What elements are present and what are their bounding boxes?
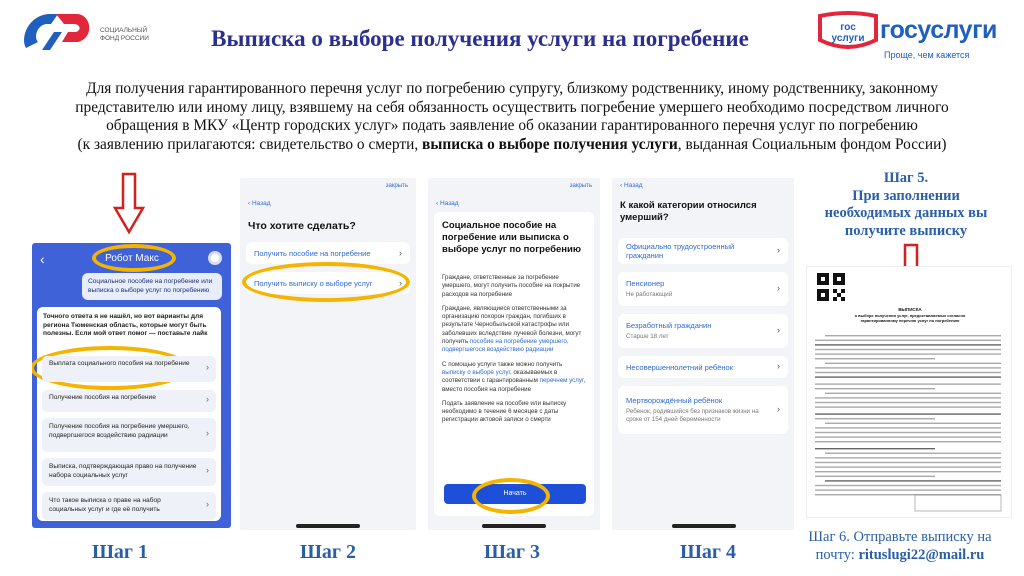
gosuslugi-logo: [816, 10, 1016, 66]
gosuslugi-wordmark: госуслуги: [880, 16, 997, 44]
category-option[interactable]: [618, 238, 788, 264]
chevron-right-icon: ›: [777, 404, 780, 414]
screen-heading: К какой категории относился умерший?: [620, 200, 757, 223]
document-text-line: [815, 466, 1001, 467]
document-text-line: [825, 363, 1001, 364]
document-text-line: [825, 453, 1001, 454]
document-text-line: [815, 441, 1001, 442]
category-description: Ребенок, родившийся без признаков жизни на сроке от 154 дней беременности: [626, 408, 759, 423]
extract-link[interactable]: выписку о выборе услуг: [442, 368, 511, 376]
close-link[interactable]: закрыть: [569, 183, 592, 189]
category-label: Несовершеннолетний ребёнок: [626, 362, 733, 372]
chat-option[interactable]: Получение пособия на погребение ›: [42, 390, 216, 412]
extract-document-preview: [806, 266, 1012, 518]
radiation-allowance-link[interactable]: пособие на погребение умершего, подвергшегося воздействию радиации: [442, 338, 569, 354]
svg-text:гос: гос: [840, 22, 856, 33]
document-text-line: [815, 349, 1001, 350]
document-text-line: [815, 418, 935, 419]
document-text-line: [815, 353, 1001, 354]
document-text-line: [815, 485, 1001, 486]
intro-paragraph: [12, 80, 1012, 154]
document-text-line: [815, 432, 1001, 433]
option-get-extract[interactable]: Получить выписку о выборе услуг ›: [246, 272, 410, 294]
document-text-line: [815, 413, 1001, 414]
document-text-line: [815, 383, 1001, 384]
sfr-logo: [18, 8, 96, 56]
chevron-right-icon: ›: [206, 465, 209, 475]
back-link[interactable]: ‹ Назад: [248, 200, 271, 207]
chevron-right-icon: ›: [206, 362, 209, 372]
phone-screen-step1: [32, 243, 231, 528]
back-link[interactable]: ‹ Назад: [436, 200, 459, 207]
info-paragraph: Подать заявление на пособие или выписку необходимо в течение 6 месяцев с даты регистрации актовой записи о смерти: [442, 399, 567, 424]
phone-screen-step3: [428, 178, 600, 530]
down-arrow-icon: [112, 172, 146, 236]
document-text-line: [815, 340, 1001, 341]
back-link[interactable]: ‹ Назад: [620, 182, 643, 189]
chevron-right-icon: ›: [777, 245, 780, 255]
chat-option[interactable]: Выплата социального пособия на погребение ›: [42, 356, 216, 382]
document-text-line: [815, 372, 1001, 373]
back-icon[interactable]: ‹: [40, 251, 45, 267]
chevron-right-icon: ›: [206, 394, 209, 404]
bot-answer-text: Точного ответа я не нашёл, но вот варианты для региона Тюменская область, которые могут быть полезны. Если мой ответ помог — поставьте лайк: [43, 313, 208, 337]
intro-highlight: выписка о выборе получения услуги: [422, 135, 678, 153]
intro-line: (к заявлению прилагаются: свидетельство о смерти, выписка о выборе получения услуги, выданная Социальным фондом России): [77, 135, 947, 153]
document-text-line: [815, 476, 935, 477]
document-text-line: [815, 457, 1001, 458]
document-text-line: [825, 393, 1001, 394]
document-title: ВЫПИСКА: [898, 307, 922, 312]
step-label-3: Шаг 3: [483, 541, 541, 563]
chevron-right-icon: ›: [399, 248, 402, 258]
chat-option[interactable]: Выписка, подтверждающая право на получение набора социальных услуг ›: [42, 458, 216, 486]
digital-signature-stamp: [915, 495, 1001, 511]
document-text-line: [825, 480, 1001, 481]
intro-line: обращения в МКУ «Центр городских услуг» подать заявление об оказании гарантированного перечня услуг по погребению: [106, 117, 918, 134]
user-message-bubble: Социальное пособие на погребение или выписка о выборе услуг по погребению: [82, 273, 222, 300]
category-option[interactable]: [618, 356, 788, 378]
document-text-line: [815, 367, 1001, 368]
home-indicator: [296, 524, 360, 528]
chevron-right-icon: ›: [206, 499, 209, 509]
home-indicator: [482, 524, 546, 528]
info-paragraph: С помощью услуги также можно получить выписку о выборе услуг, оказываемых в соответствии с гарантированным перечнем услуг, вместо пособия на погребение: [442, 360, 586, 393]
intro-line: Для получения гарантированного перечня услуг по погребению супругу, близкому родственнику, иному родственнику, законному: [86, 80, 938, 97]
chat-title: Робот Макс: [105, 253, 159, 264]
home-indicator: [672, 524, 736, 528]
services-list-link[interactable]: перечнем услуг: [539, 377, 584, 385]
chat-option[interactable]: Получение пособия на погребение умершего, подвергшегося воздействию радиации ›: [42, 418, 216, 452]
highlight-circle: [472, 478, 550, 514]
chevron-right-icon: ›: [777, 283, 780, 293]
category-label: Мертворождённый ребёнок: [626, 396, 723, 405]
phone-screen-step2: [240, 178, 416, 530]
step-label-4: Шаг 4: [679, 541, 737, 563]
document-text-line: [815, 344, 1001, 345]
document-text-line: [815, 388, 935, 389]
document-text-line: [815, 427, 1001, 428]
chevron-right-icon: ›: [399, 278, 402, 288]
option-get-allowance[interactable]: Получить пособие на погребение ›: [246, 242, 410, 264]
category-label: Пенсионер: [626, 279, 665, 288]
info-paragraph: Граждане, ответственные за погребение умершего, могут получить пособие на покрытие расходов на погребение: [442, 274, 581, 298]
document-text-line: [815, 406, 1001, 407]
category-label: Безработный гражданин: [626, 321, 712, 330]
document-text-line: [815, 402, 1001, 403]
step6-caption: Шаг 6. Отправьте выписку на почту: rituslugi22@mail.ru: [808, 529, 992, 563]
chevron-right-icon: ›: [777, 361, 780, 371]
document-text-line: [815, 462, 1001, 463]
sfr-logo-text: СОЦИАЛЬНЫЙ ФОНД РОССИИ: [100, 27, 149, 42]
chat-option[interactable]: Что такое выписка о праве на набор социальных услуг и где её получить ›: [42, 492, 216, 520]
phone-screen-step4: [612, 178, 794, 530]
document-text-line: [815, 376, 1001, 377]
document-text-line: [815, 448, 935, 449]
info-card: [434, 212, 594, 516]
step-label-1: Шаг 1: [91, 541, 149, 563]
screen-heading: Что хотите сделать?: [248, 220, 356, 232]
document-subtitle: о выборе получения услуг, предоставляемых согласно гарантированному перечню услуг по погребению: [854, 313, 966, 323]
robot-avatar-icon[interactable]: [208, 251, 222, 265]
highlight-circle: [92, 244, 176, 272]
document-text-line: [815, 436, 1001, 437]
category-option[interactable]: [618, 314, 788, 348]
category-label: Официально трудоустроенный гражданин: [626, 242, 735, 260]
bot-answer-card: [37, 307, 221, 521]
gosuslugi-tagline: Проще, чем кажется: [884, 50, 970, 60]
category-option[interactable]: [618, 272, 788, 306]
step5-caption: Шаг 5. При заполнении необходимых данных вы получите выписку: [824, 170, 988, 239]
document-text-line: [815, 471, 1001, 472]
close-link[interactable]: закрыть: [385, 183, 408, 189]
document-body-lines: [815, 331, 1005, 515]
intro-line: представителю или иному лицу, взявшему на себя обязанность осуществить погребение умершего необходимо посредством личного: [75, 98, 949, 116]
screen-heading: Социальное пособие на погребение или выписка о выборе услуг по погребению: [442, 220, 581, 255]
document-text-line: [815, 358, 935, 359]
highlight-circle: [242, 262, 410, 302]
document-text-line: [815, 397, 1001, 398]
qr-code-icon: [817, 273, 845, 301]
document-text-line: [825, 335, 1001, 336]
document-text-line: [825, 423, 1001, 424]
email-address[interactable]: rituslugi22@mail.ru: [858, 547, 985, 563]
page-title: Выписка о выборе получения услуги на погребение: [211, 26, 749, 51]
chevron-right-icon: ›: [206, 428, 209, 438]
document-text-line: [815, 489, 1001, 490]
start-button[interactable]: Начать: [444, 484, 586, 504]
info-paragraph: Граждане, являющиеся ответственными за организацию похорон граждан, погибших в результате Чернобыльской катастрофы или заболевших вследствие лучевой болезни, могут получить пособие на погребение умершего, подвергшегося воздействию радиации: [442, 304, 582, 354]
svg-text:услуги: услуги: [831, 33, 865, 44]
category-description: Не работающий: [626, 291, 673, 298]
step-label-2: Шаг 2: [299, 541, 357, 563]
gosuslugi-shield-icon: [816, 10, 880, 62]
chevron-right-icon: ›: [777, 325, 780, 335]
category-option[interactable]: [618, 386, 788, 434]
sfr-logo-icon: [18, 8, 96, 56]
category-description: Старше 18 лет: [626, 333, 669, 340]
